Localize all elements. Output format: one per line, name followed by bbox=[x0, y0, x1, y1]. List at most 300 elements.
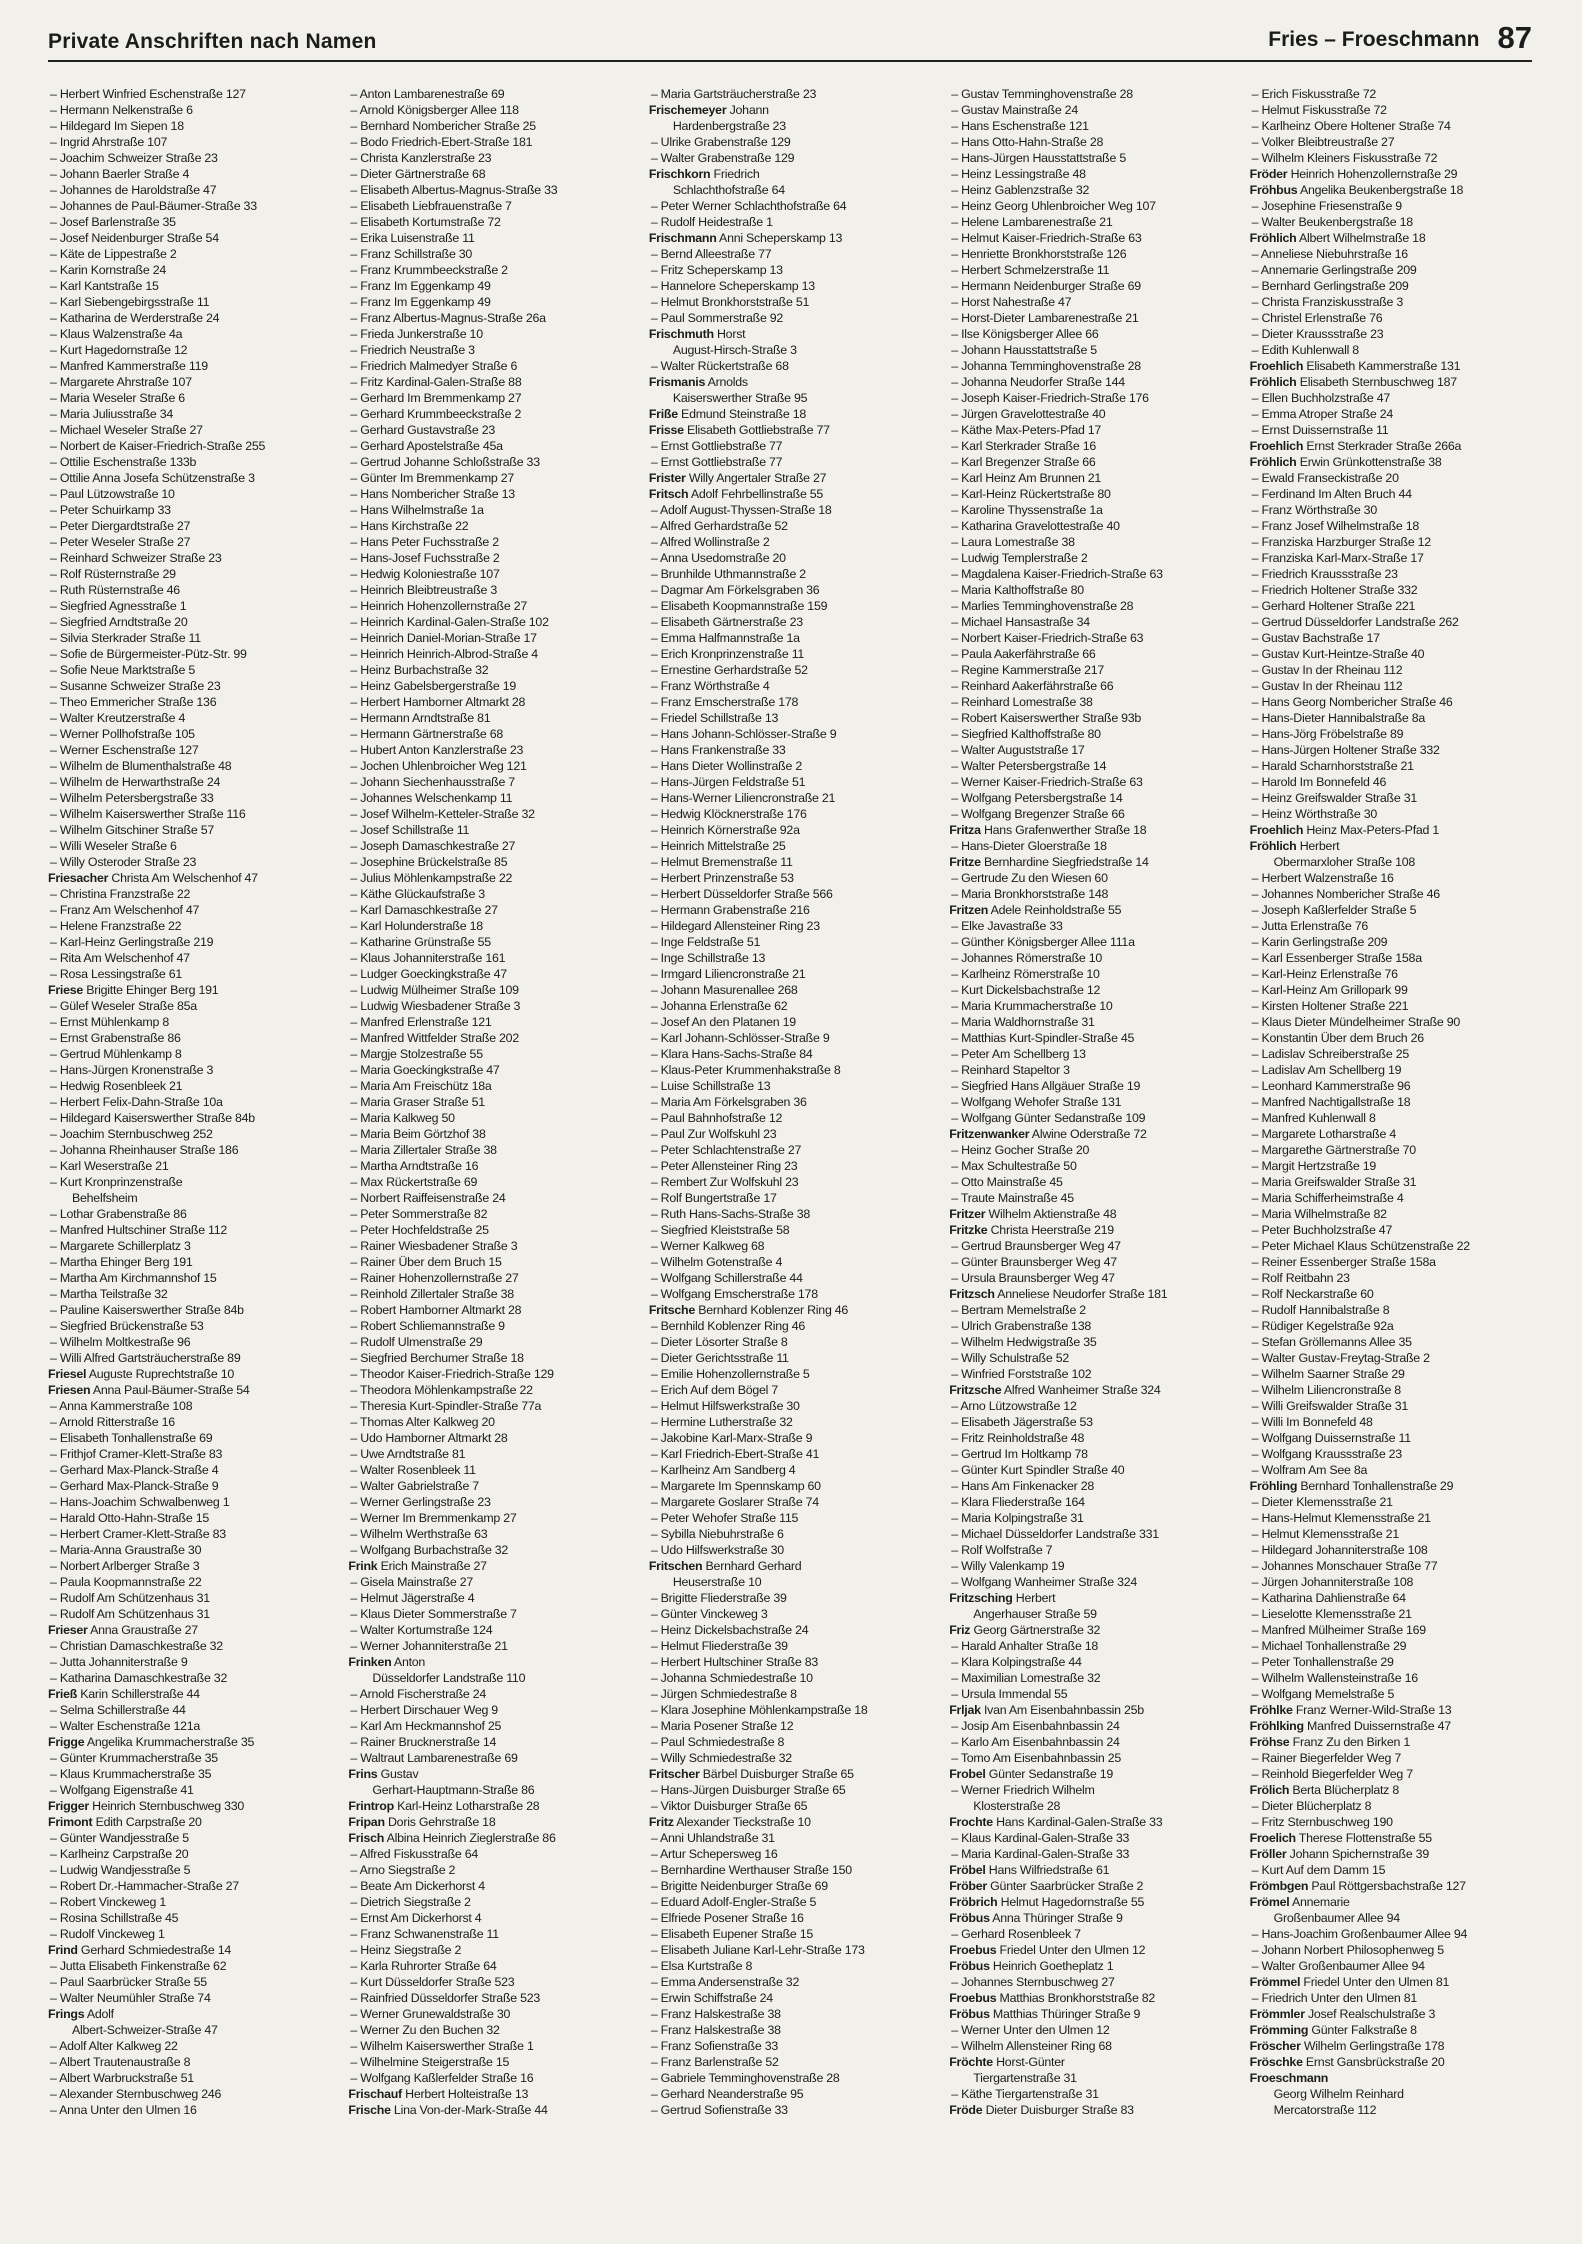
directory-entry: – Werner Unter den Ulmen 12 bbox=[949, 2022, 1237, 2038]
directory-entry: – Werner Kaiser-Friedrich-Straße 63 bbox=[949, 774, 1237, 790]
directory-entry: – Frithjof Cramer-Klett-Straße 83 bbox=[48, 1446, 336, 1462]
directory-entry: – Karl Sterkrader Straße 16 bbox=[949, 438, 1237, 454]
directory-entry: – Franziska Harzburger Straße 12 bbox=[1250, 534, 1538, 550]
directory-entry: – Rainfried Düsseldorfer Straße 523 bbox=[348, 1990, 636, 2006]
directory-entry: Frieser Anna Graustraße 27 bbox=[48, 1623, 198, 1637]
directory-entry: – Dieter Gärtnerstraße 68 bbox=[348, 166, 636, 182]
directory-entry: Froehlich Elisabeth Kammerstraße 131 bbox=[1249, 359, 1461, 373]
directory-entry: – Franz Albertus-Magnus-Straße 26a bbox=[348, 310, 636, 326]
directory-entry: – Elke Javastraße 33 bbox=[949, 918, 1237, 934]
directory-entry: – Emma Atroper Straße 24 bbox=[1250, 406, 1538, 422]
directory-entry: – Wolfgang Petersbergstraße 14 bbox=[949, 790, 1237, 806]
directory-entry: – Josef An den Platanen 19 bbox=[649, 1014, 937, 1030]
directory-entry: – Elisabeth Jägerstraße 53 bbox=[949, 1414, 1237, 1430]
directory-entry: – Elisabeth Tonhallenstraße 69 bbox=[48, 1430, 336, 1446]
surname: Frischauf bbox=[348, 2087, 402, 2101]
surname: Froeschmann bbox=[1249, 2071, 1329, 2085]
directory-entry: – Magdalena Kaiser-Friedrich-Straße 63 bbox=[949, 566, 1237, 582]
directory-entry: – Ludger Goeckingkstraße 47 bbox=[348, 966, 636, 982]
directory-entry: – Hans-Jürgen Duisburger Straße 65 bbox=[649, 1782, 937, 1798]
directory-entry: Friesacher Christa Am Welschenhof 47 bbox=[48, 871, 258, 885]
directory-entry: – Jürgen Schmiedestraße 8 bbox=[649, 1686, 937, 1702]
directory-entry: – Karl Am Heckmannshof 25 bbox=[348, 1718, 636, 1734]
directory-entry: – Erich Auf dem Bögel 7 bbox=[649, 1382, 937, 1398]
surname: Frljak bbox=[949, 1703, 981, 1717]
directory-entry: – Joseph Kaiser-Friedrich-Straße 176 bbox=[949, 390, 1237, 406]
directory-entry: – Heinz Georg Uhlenbroicher Weg 107 bbox=[949, 198, 1237, 214]
directory-entry: – Heinrich Körnerstraße 92a bbox=[649, 822, 937, 838]
directory-entry: – Dietrich Siegstraße 2 bbox=[348, 1894, 636, 1910]
page-header bbox=[48, 14, 1532, 62]
directory-entry: Angerhauser Straße 59 bbox=[973, 1607, 1097, 1621]
directory-entry: Fröscher Wilhelm Gerlingstraße 178 bbox=[1249, 2039, 1445, 2053]
directory-entry: – Karl-Heinz Am Grillopark 99 bbox=[1250, 982, 1538, 998]
surname: Fritzke bbox=[949, 1223, 988, 1237]
surname: Frimont bbox=[48, 1815, 93, 1829]
directory-entry: – Maria Graser Straße 51 bbox=[348, 1094, 636, 1110]
directory-entry: – Lieselotte Klemensstraße 21 bbox=[1250, 1606, 1538, 1622]
directory-entry: Hardenbergstraße 23 bbox=[672, 119, 786, 133]
surname: Fröhbus bbox=[1249, 183, 1298, 197]
directory-entry: – Hans-Jürgen Holtener Straße 332 bbox=[1250, 742, 1538, 758]
directory-entry: – Werner Friedrich Wilhelm bbox=[949, 1782, 1237, 1798]
directory-entry: Fritscher Bärbel Duisburger Straße 65 bbox=[648, 1767, 854, 1781]
directory-entry: – Franz Krummbeeckstraße 2 bbox=[348, 262, 636, 278]
directory-entry: Fröhlich Herbert bbox=[1249, 839, 1340, 853]
surname: Fritzenwanker bbox=[949, 1127, 1030, 1141]
directory-entry: – Christian Damaschkestraße 32 bbox=[48, 1638, 336, 1654]
directory-entry: Fröde Dieter Duisburger Straße 83 bbox=[949, 2103, 1134, 2117]
directory-entry: Mercatorstraße 112 bbox=[1273, 2103, 1377, 2117]
directory-entry: – Christa Kanzlerstraße 23 bbox=[348, 150, 636, 166]
directory-entry: – Herbert Prinzenstraße 53 bbox=[649, 870, 937, 886]
surname: Froehlich bbox=[1249, 439, 1304, 453]
directory-entry: – Karl Holunderstraße 18 bbox=[348, 918, 636, 934]
directory-entry: – Gisela Mainstraße 27 bbox=[348, 1574, 636, 1590]
directory-entry: – Ernst Grabenstraße 86 bbox=[48, 1030, 336, 1046]
directory-entry: – Manfred Hultschiner Straße 112 bbox=[48, 1222, 336, 1238]
directory-columns bbox=[48, 86, 1538, 2226]
directory-entry: – Siegfried Brückenstraße 53 bbox=[48, 1318, 336, 1334]
directory-entry: – Franziska Karl-Marx-Straße 17 bbox=[1250, 550, 1538, 566]
directory-entry: – Sofie de Bürgermeister-Pütz-Str. 99 bbox=[48, 646, 336, 662]
directory-entry: – Reinhard Lomestraße 38 bbox=[949, 694, 1237, 710]
directory-entry: – Ruth Hans-Sachs-Straße 38 bbox=[649, 1206, 937, 1222]
directory-entry: – Alfred Fiskusstraße 64 bbox=[348, 1846, 636, 1862]
directory-entry: – Peter Sommerstraße 82 bbox=[348, 1206, 636, 1222]
directory-entry: – Hans Am Finkenacker 28 bbox=[949, 1478, 1237, 1494]
directory-entry: Frinken Anton bbox=[348, 1655, 426, 1669]
directory-entry: – Wilhelm Kleiners Fiskusstraße 72 bbox=[1250, 150, 1538, 166]
directory-entry: – Jochen Uhlenbroicher Weg 121 bbox=[348, 758, 636, 774]
directory-entry: Fritschen Bernhard Gerhard bbox=[648, 1559, 802, 1573]
directory-entry: – Manfred Kuhlenwall 8 bbox=[1250, 1110, 1538, 1126]
directory-entry: – Theresia Kurt-Spindler-Straße 77a bbox=[348, 1398, 636, 1414]
directory-entry: – Rainer Brucknerstraße 14 bbox=[348, 1734, 636, 1750]
directory-entry: – Arno Lützowstraße 12 bbox=[949, 1398, 1237, 1414]
directory-entry: – Christa Franziskusstraße 3 bbox=[1250, 294, 1538, 310]
surname: Fröde bbox=[949, 2103, 983, 2117]
surname: Frischemeyer bbox=[648, 103, 727, 117]
surname: Frömmler bbox=[1249, 2007, 1305, 2021]
directory-entry: – Gerhard Neanderstraße 95 bbox=[649, 2086, 937, 2102]
directory-entry: – Hannelore Scheperskamp 13 bbox=[649, 278, 937, 294]
directory-entry: – Wilhelm Allensteiner Ring 68 bbox=[949, 2038, 1237, 2054]
directory-entry: – Gustav Bachstraße 17 bbox=[1250, 630, 1538, 646]
directory-entry: – Konstantin Über dem Bruch 26 bbox=[1250, 1030, 1538, 1046]
directory-entry: – Klaus Johanniterstraße 161 bbox=[348, 950, 636, 966]
column-5 bbox=[1250, 86, 1538, 2226]
directory-entry: – Johannes Römerstraße 10 bbox=[949, 950, 1237, 966]
directory-entry: – Hans-Jürgen Kronenstraße 3 bbox=[48, 1062, 336, 1078]
directory-entry: – Johannes Welschenkamp 11 bbox=[348, 790, 636, 806]
directory-entry: Tiergartenstraße 31 bbox=[973, 2071, 1077, 2085]
directory-entry: Fröchte Horst-Günter bbox=[949, 2055, 1065, 2069]
surname: Fröhlich bbox=[1249, 455, 1297, 469]
directory-entry: – Margje Stolzestraße 55 bbox=[348, 1046, 636, 1062]
directory-entry: – Margarete Ahrstraße 107 bbox=[48, 374, 336, 390]
directory-entry: – Helmut Jägerstraße 4 bbox=[348, 1590, 636, 1606]
directory-entry: – Karl Heinz Am Brunnen 21 bbox=[949, 470, 1237, 486]
directory-entry: Friese Brigitte Ehinger Berg 191 bbox=[48, 983, 219, 997]
directory-entry: – Elisabeth Koopmannstraße 159 bbox=[649, 598, 937, 614]
directory-entry: – Peter Buchholzstraße 47 bbox=[1250, 1222, 1538, 1238]
directory-entry: Fritzen Adele Reinholdstraße 55 bbox=[949, 903, 1122, 917]
directory-entry: Frischauf Herbert Holteistraße 13 bbox=[348, 2087, 529, 2101]
directory-entry: – Robert Hamborner Altmarkt 28 bbox=[348, 1302, 636, 1318]
directory-entry: – Hans-Dieter Gloerstraße 18 bbox=[949, 838, 1237, 854]
directory-entry: – Gerhard Apostelstraße 45a bbox=[348, 438, 636, 454]
directory-entry: – Margit Hertzstraße 19 bbox=[1250, 1158, 1538, 1174]
directory-entry: – Karin Gerlingstraße 209 bbox=[1250, 934, 1538, 950]
directory-entry: – Regine Kammerstraße 217 bbox=[949, 662, 1237, 678]
directory-entry: – Siegfried Hans Allgäuer Straße 19 bbox=[949, 1078, 1237, 1094]
directory-entry: Frings Adolf bbox=[48, 2007, 114, 2021]
surname: Frischmann bbox=[648, 231, 717, 245]
directory-entry: Fritz Alexander Tieckstraße 10 bbox=[648, 1815, 811, 1829]
directory-entry: Georg Wilhelm Reinhard bbox=[1273, 2087, 1404, 2101]
directory-entry: – Herbert Hamborner Altmarkt 28 bbox=[348, 694, 636, 710]
directory-entry: Frobel Günter Sedanstraße 19 bbox=[949, 1767, 1114, 1781]
surname: Fritsche bbox=[648, 1303, 696, 1317]
directory-entry: – Walter Neumühler Straße 74 bbox=[48, 1990, 336, 2006]
directory-entry: – Reinhard Aakerfährstraße 66 bbox=[949, 678, 1237, 694]
directory-entry: – Peter Wehofer Straße 115 bbox=[649, 1510, 937, 1526]
surname: Fritzsch bbox=[949, 1287, 995, 1301]
directory-entry: – Karl Bregenzer Straße 66 bbox=[949, 454, 1237, 470]
directory-entry: – Bernhardine Werthauser Straße 150 bbox=[649, 1862, 937, 1878]
directory-entry: Frind Gerhard Schmiedestraße 14 bbox=[48, 1943, 232, 1957]
surname: Friesacher bbox=[48, 871, 109, 885]
directory-entry: – Gerhard Max-Planck-Straße 4 bbox=[48, 1462, 336, 1478]
surname: Frinken bbox=[348, 1655, 392, 1669]
directory-entry: – Christina Franzstraße 22 bbox=[48, 886, 336, 902]
directory-entry: – Marlies Temminghovenstraße 28 bbox=[949, 598, 1237, 614]
directory-entry: – Hermann Neidenburger Straße 69 bbox=[949, 278, 1237, 294]
directory-entry: – Anna Unter den Ulmen 16 bbox=[48, 2102, 336, 2118]
directory-entry: Fröber Günter Saarbrücker Straße 2 bbox=[949, 1879, 1144, 1893]
surname: Fröbus bbox=[949, 1911, 990, 1925]
directory-entry: – Siegfried Agnesstraße 1 bbox=[48, 598, 336, 614]
directory-entry: – Johann Masurenallee 268 bbox=[649, 982, 937, 998]
directory-entry: – Katharine Grünstraße 55 bbox=[348, 934, 636, 950]
directory-entry: – Selma Schillerstraße 44 bbox=[48, 1702, 336, 1718]
directory-entry: – Klaus Dieter Mündelheimer Straße 90 bbox=[1250, 1014, 1538, 1030]
directory-entry: – Karlheinz Obere Holtener Straße 74 bbox=[1250, 118, 1538, 134]
directory-entry: – Kurt Auf dem Damm 15 bbox=[1250, 1862, 1538, 1878]
directory-entry: – Werner Eschenstraße 127 bbox=[48, 742, 336, 758]
directory-entry: – Hans Otto-Hahn-Straße 28 bbox=[949, 134, 1237, 150]
directory-entry: – Willi Im Bonnefeld 48 bbox=[1250, 1414, 1538, 1430]
directory-entry: – Johannes de Haroldstraße 47 bbox=[48, 182, 336, 198]
directory-entry: – Rainer Über dem Bruch 15 bbox=[348, 1254, 636, 1270]
directory-entry: – Ernst Gottliebstraße 77 bbox=[649, 438, 937, 454]
directory-entry: – Silvia Sterkrader Straße 11 bbox=[48, 630, 336, 646]
directory-entry: – Norbert Raiffeisenstraße 24 bbox=[348, 1190, 636, 1206]
directory-entry: – Wolfgang Günter Sedanstraße 109 bbox=[949, 1110, 1237, 1126]
directory-entry: – Harald Scharnhorststraße 21 bbox=[1250, 758, 1538, 774]
directory-entry: – Brigitte Fliederstraße 39 bbox=[649, 1590, 937, 1606]
directory-entry: Frisch Albina Heinrich Zieglerstraße 86 bbox=[348, 1831, 556, 1845]
directory-entry: Düsseldorfer Landstraße 110 bbox=[372, 1671, 526, 1685]
directory-entry: – Walter Gustav-Freytag-Straße 2 bbox=[1250, 1350, 1538, 1366]
directory-entry: Frömbgen Paul Röttgersbachstraße 127 bbox=[1249, 1879, 1466, 1893]
directory-entry: – Klara Kolpingstraße 44 bbox=[949, 1654, 1237, 1670]
surname: Fritzsche bbox=[949, 1383, 1002, 1397]
directory-entry: – Karl Kantstraße 15 bbox=[48, 278, 336, 294]
directory-entry: – Günther Königsberger Allee 111a bbox=[949, 934, 1237, 950]
directory-entry: – Peter Tonhallenstraße 29 bbox=[1250, 1654, 1538, 1670]
directory-entry: – Maria Kalkweg 50 bbox=[348, 1110, 636, 1126]
directory-entry: – Heinz Gabelsbergerstraße 19 bbox=[348, 678, 636, 694]
directory-entry: – Klara Fliederstraße 164 bbox=[949, 1494, 1237, 1510]
directory-entry: – Käthe Glückaufstraße 3 bbox=[348, 886, 636, 902]
directory-entry: Fröbel Hans Wilfriedstraße 61 bbox=[949, 1863, 1110, 1877]
directory-entry: – Peter Am Schellberg 13 bbox=[949, 1046, 1237, 1062]
directory-entry: Fröschke Ernst Gansbrückstraße 20 bbox=[1249, 2055, 1445, 2069]
directory-entry: – Margarete Schillerplatz 3 bbox=[48, 1238, 336, 1254]
directory-entry: – Hedwig Koloniestraße 107 bbox=[348, 566, 636, 582]
directory-entry: – Hans Georg Nombericher Straße 46 bbox=[1250, 694, 1538, 710]
directory-entry: – Ellen Buchholzstraße 47 bbox=[1250, 390, 1538, 406]
directory-entry: – Wilhelm de Herwarthstraße 24 bbox=[48, 774, 336, 790]
directory-entry: – Josef Schillstraße 11 bbox=[348, 822, 636, 838]
directory-entry: – Friedrich Kraussstraße 23 bbox=[1250, 566, 1538, 582]
directory-entry: – Friedrich Malmedyer Straße 6 bbox=[348, 358, 636, 374]
directory-entry: Kaiserswerther Straße 95 bbox=[672, 391, 808, 405]
directory-entry: Friz Georg Gärtnerstraße 32 bbox=[949, 1623, 1101, 1637]
directory-entry: – Hermann Arndtstraße 81 bbox=[348, 710, 636, 726]
directory-entry: – Werner Johanniterstraße 21 bbox=[348, 1638, 636, 1654]
directory-entry: – Arnold Königsberger Allee 118 bbox=[348, 102, 636, 118]
directory-entry: – Wolfgang Burbachstraße 32 bbox=[348, 1542, 636, 1558]
directory-entry: – Hedwig Klöcknerstraße 176 bbox=[649, 806, 937, 822]
directory-entry: – Bertram Memelstraße 2 bbox=[949, 1302, 1237, 1318]
directory-entry: – Michael Weseler Straße 27 bbox=[48, 422, 336, 438]
directory-entry: – Franz Barlenstraße 52 bbox=[649, 2054, 937, 2070]
directory-entry: – Peter Allensteiner Ring 23 bbox=[649, 1158, 937, 1174]
surname: Fröbus bbox=[949, 2007, 990, 2021]
directory-entry: – Walter Beukenbergstraße 18 bbox=[1250, 214, 1538, 230]
directory-entry: – Heinrich Bleibtreustraße 3 bbox=[348, 582, 636, 598]
directory-entry: – Karin Kornstraße 24 bbox=[48, 262, 336, 278]
directory-entry: – Klaus Dieter Sommerstraße 7 bbox=[348, 1606, 636, 1622]
directory-entry: – Katharina Damaschkestraße 32 bbox=[48, 1670, 336, 1686]
surname: Frigge bbox=[48, 1735, 85, 1749]
directory-entry: – Brunhilde Uthmannstraße 2 bbox=[649, 566, 937, 582]
directory-entry: – Kurt Hagedornstraße 12 bbox=[48, 342, 336, 358]
surname: Frintrop bbox=[348, 1799, 394, 1813]
section-title: Private Anschriften nach Namen bbox=[48, 30, 377, 53]
directory-entry: – Willi Alfred Gartsträucherstraße 89 bbox=[48, 1350, 336, 1366]
directory-entry: – Arno Siegstraße 2 bbox=[348, 1862, 636, 1878]
directory-entry: – Wilhelmine Steigerstraße 15 bbox=[348, 2054, 636, 2070]
directory-entry: – Maria Weseler Straße 6 bbox=[48, 390, 336, 406]
surname: Frieß bbox=[48, 1687, 78, 1701]
directory-entry: – Gertrud Mühlenkamp 8 bbox=[48, 1046, 336, 1062]
directory-entry: – Peter Diergardtstraße 27 bbox=[48, 518, 336, 534]
directory-entry: – Ludwig Wandjesstraße 5 bbox=[48, 1862, 336, 1878]
directory-entry: – Emma Andersenstraße 32 bbox=[649, 1974, 937, 1990]
directory-entry: – Elisabeth Albertus-Magnus-Straße 33 bbox=[348, 182, 636, 198]
surname: Fröbel bbox=[949, 1863, 986, 1877]
directory-entry: – Bernhild Koblenzer Ring 46 bbox=[649, 1318, 937, 1334]
directory-entry: – Volker Bleibtreustraße 27 bbox=[1250, 134, 1538, 150]
directory-entry: – Paul Bahnhofstraße 12 bbox=[649, 1110, 937, 1126]
directory-entry: – Franz Schwanenstraße 11 bbox=[348, 1926, 636, 1942]
directory-entry: – Peter Schuirkamp 33 bbox=[48, 502, 336, 518]
directory-entry: – Wilhelm Kaiserswerther Straße 116 bbox=[48, 806, 336, 822]
directory-entry: Fröder Heinrich Hohenzollernstraße 29 bbox=[1249, 167, 1458, 181]
directory-entry: Schlachthofstraße 64 bbox=[672, 183, 785, 197]
directory-entry: – Ludwig Templerstraße 2 bbox=[949, 550, 1237, 566]
directory-entry: – Horst Nahestraße 47 bbox=[949, 294, 1237, 310]
directory-entry: – Anneliese Niebuhrstraße 16 bbox=[1250, 246, 1538, 262]
surname: Frochte bbox=[949, 1815, 993, 1829]
directory-entry: Frömmler Josef Realschulstraße 3 bbox=[1249, 2007, 1436, 2021]
directory-entry: Heuserstraße 10 bbox=[672, 1575, 762, 1589]
directory-entry: Frömmel Friedel Unter den Ulmen 81 bbox=[1249, 1975, 1450, 1989]
directory-entry: – Rudolf Am Schützenhaus 31 bbox=[48, 1606, 336, 1622]
directory-entry: – Friedrich Unter den Ulmen 81 bbox=[1250, 1990, 1538, 2006]
surname: Friesen bbox=[48, 1383, 91, 1397]
surname: Frischkorn bbox=[648, 167, 711, 181]
directory-entry: – Klaus-Peter Krummenhakstraße 8 bbox=[649, 1062, 937, 1078]
directory-entry: – Rudolf Ulmenstraße 29 bbox=[348, 1334, 636, 1350]
directory-entry: – Jutta Elisabeth Finkenstraße 62 bbox=[48, 1958, 336, 1974]
directory-entry: Fritzer Wilhelm Aktienstraße 48 bbox=[949, 1207, 1117, 1221]
directory-entry: – Hans Wilhelmstraße 1a bbox=[348, 502, 636, 518]
directory-entry: – Josephine Friesenstraße 9 bbox=[1250, 198, 1538, 214]
directory-entry: – Fritz Kardinal-Galen-Straße 88 bbox=[348, 374, 636, 390]
directory-entry: – Inge Schillstraße 13 bbox=[649, 950, 937, 966]
directory-entry: – Sybilla Niebuhrstraße 6 bbox=[649, 1526, 937, 1542]
directory-entry: – Kurt Düsseldorfer Straße 523 bbox=[348, 1974, 636, 1990]
directory-entry: – Robert Dr.-Hammacher-Straße 27 bbox=[48, 1878, 336, 1894]
directory-entry: – Ilse Königsberger Allee 66 bbox=[949, 326, 1237, 342]
directory-entry: – Dagmar Am Förkelsgraben 36 bbox=[649, 582, 937, 598]
directory-entry: – Helene Franzstraße 22 bbox=[48, 918, 336, 934]
directory-entry: – Ruth Rüsternstraße 46 bbox=[48, 582, 336, 598]
directory-entry: – Werner Zu den Buchen 32 bbox=[348, 2022, 636, 2038]
directory-entry: Frisse Elisabeth Gottliebstraße 77 bbox=[648, 423, 830, 437]
directory-entry: Frömel Annemarie bbox=[1249, 1895, 1350, 1909]
surname: Fröschke bbox=[1249, 2055, 1303, 2069]
directory-entry: – Rudolf Heidestraße 1 bbox=[649, 214, 937, 230]
directory-entry: – Friedrich Holtener Straße 332 bbox=[1250, 582, 1538, 598]
directory-entry: Fröhling Bernhard Tonhallenstraße 29 bbox=[1249, 1479, 1454, 1493]
directory-entry: – Walter Großenbaumer Allee 94 bbox=[1250, 1958, 1538, 1974]
directory-entry: – Hans Dieter Wollinstraße 2 bbox=[649, 758, 937, 774]
directory-entry: – Michael Hansastraße 34 bbox=[949, 614, 1237, 630]
directory-entry: – Gertrude Zu den Wiesen 60 bbox=[949, 870, 1237, 886]
directory-entry: – Heinz Lessingstraße 48 bbox=[949, 166, 1237, 182]
directory-entry: – Christel Erlenstraße 76 bbox=[1250, 310, 1538, 326]
directory-entry: – Klara Josephine Möhlenkampstraße 18 bbox=[649, 1702, 937, 1718]
directory-entry: – Maria Gartsträucherstraße 23 bbox=[649, 86, 937, 102]
directory-entry: – Wolfgang Emscherstraße 178 bbox=[649, 1286, 937, 1302]
directory-entry: – Rainer Biegerfelder Weg 7 bbox=[1250, 1750, 1538, 1766]
directory-entry: – Ulrich Grabenstraße 138 bbox=[949, 1318, 1237, 1334]
directory-entry: Fröller Johann Spichernstraße 39 bbox=[1249, 1847, 1429, 1861]
directory-entry: – Kurt Kronprinzenstraße bbox=[48, 1174, 336, 1190]
surname: Fripan bbox=[348, 1815, 385, 1829]
directory-entry: – Ottilie Eschenstraße 133b bbox=[48, 454, 336, 470]
directory-entry: – Walter Rückertstraße 68 bbox=[649, 358, 937, 374]
surname: Frismanis bbox=[648, 375, 706, 389]
surname: Fröbrich bbox=[949, 1895, 998, 1909]
directory-entry: – Franz Halskestraße 38 bbox=[649, 2006, 937, 2022]
directory-entry: Obermarxloher Straße 108 bbox=[1273, 855, 1415, 869]
directory-entry: – Jutta Erlenstraße 76 bbox=[1250, 918, 1538, 934]
directory-entry: – Josef Neidenburger Straße 54 bbox=[48, 230, 336, 246]
directory-entry: Froebus Matthias Bronkhorststraße 82 bbox=[949, 1991, 1156, 2005]
directory-entry: – Gerhard Max-Planck-Straße 9 bbox=[48, 1478, 336, 1494]
directory-entry: – Maria Am Freischütz 18a bbox=[348, 1078, 636, 1094]
directory-entry: – Rolf Reitbahn 23 bbox=[1250, 1270, 1538, 1286]
surname: Friesel bbox=[48, 1367, 87, 1381]
directory-entry: – Paula Aakerfährstraße 66 bbox=[949, 646, 1237, 662]
directory-entry: Fröbus Anna Thüringer Straße 9 bbox=[949, 1911, 1123, 1925]
directory-entry: – Maria Am Förkelsgraben 36 bbox=[649, 1094, 937, 1110]
directory-entry: – Wolfgang Kaßlerfelder Straße 16 bbox=[348, 2070, 636, 2086]
directory-entry: – Wilhelm de Blumenthalstraße 48 bbox=[48, 758, 336, 774]
directory-entry: – Wolfgang Duissernstraße 11 bbox=[1250, 1430, 1538, 1446]
directory-entry: – Michael Düsseldorfer Landstraße 331 bbox=[949, 1526, 1237, 1542]
directory-entry: – Eduard Adolf-Engler-Straße 5 bbox=[649, 1894, 937, 1910]
directory-entry: – Rüdiger Kegelstraße 92a bbox=[1250, 1318, 1538, 1334]
directory-entry: – Maria Goeckingkstraße 47 bbox=[348, 1062, 636, 1078]
directory-entry: – Helmut Fiskusstraße 72 bbox=[1250, 102, 1538, 118]
surname: Frink bbox=[348, 1559, 378, 1573]
surname: Fröhlich bbox=[1249, 231, 1297, 245]
directory-entry: – Wolfgang Eigenstraße 41 bbox=[48, 1782, 336, 1798]
directory-entry: – Karlheinz Carpstraße 20 bbox=[48, 1846, 336, 1862]
directory-entry: – Anni Uhlandstraße 31 bbox=[649, 1830, 937, 1846]
surname: Fröhlke bbox=[1249, 1703, 1293, 1717]
directory-entry: Fritsche Bernhard Koblenzer Ring 46 bbox=[648, 1303, 849, 1317]
directory-entry: – Laura Lomestraße 38 bbox=[949, 534, 1237, 550]
directory-entry: – Lothar Grabenstraße 86 bbox=[48, 1206, 336, 1222]
directory-entry: – Karl Johann-Schlösser-Straße 9 bbox=[649, 1030, 937, 1046]
directory-entry: – Rudolf Hannibalstraße 8 bbox=[1250, 1302, 1538, 1318]
directory-entry: – Ernst Duissernstraße 11 bbox=[1250, 422, 1538, 438]
surname: Fritz bbox=[648, 1815, 674, 1829]
directory-entry: – Friedel Schillstraße 13 bbox=[649, 710, 937, 726]
directory-entry: – Manfred Wittfelder Straße 202 bbox=[348, 1030, 636, 1046]
directory-entry: – Günter Im Bremmenkamp 27 bbox=[348, 470, 636, 486]
directory-entry: Froebus Friedel Unter den Ulmen 12 bbox=[949, 1943, 1146, 1957]
